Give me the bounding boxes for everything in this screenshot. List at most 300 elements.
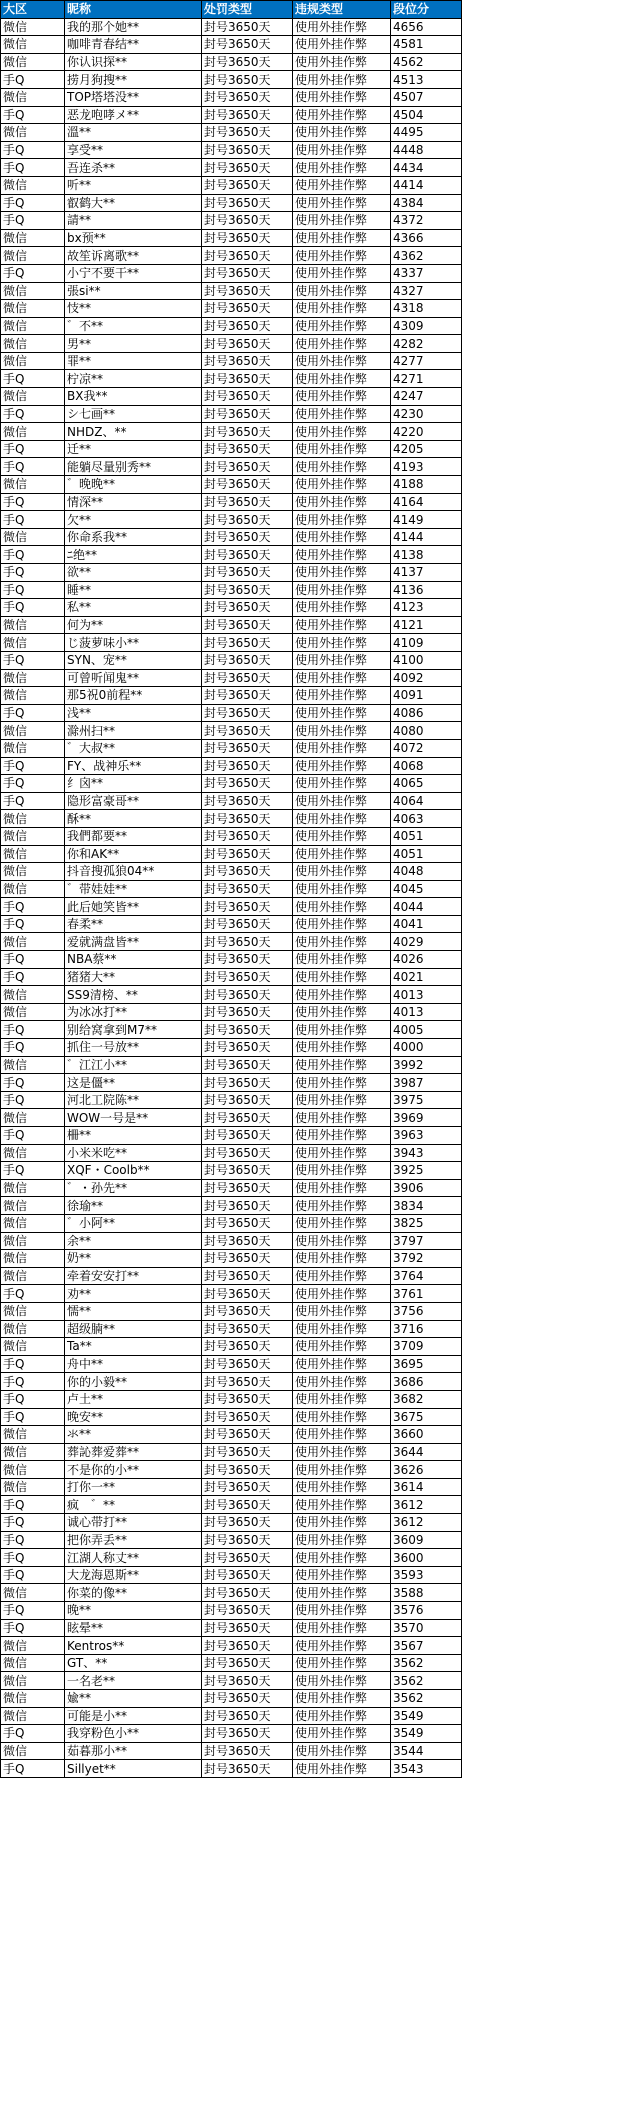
table-row: [1, 282, 462, 300]
cell-penalty: 封号3650天: [202, 581, 293, 599]
cell-penalty: 封号3650天: [202, 1443, 293, 1461]
table-row: [1, 792, 462, 810]
cell-penalty: 封号3650天: [202, 634, 293, 652]
cell-nickname: 大龙海恩斯**: [65, 1566, 202, 1584]
cell-rank-score: 4372: [391, 212, 462, 230]
table-row: [1, 775, 462, 793]
cell-region: 手Q: [1, 792, 65, 810]
cell-penalty: 封号3650天: [202, 335, 293, 353]
cell-rank-score: 4123: [391, 599, 462, 617]
table-row: [1, 845, 462, 863]
cell-penalty: 封号3650天: [202, 300, 293, 318]
cell-violation: 使用外挂作弊: [293, 616, 391, 634]
table-row: [1, 1390, 462, 1408]
cell-violation: 使用外挂作弊: [293, 1725, 391, 1743]
cell-rank-score: 4337: [391, 264, 462, 282]
cell-nickname: 诚心带打**: [65, 1514, 202, 1532]
table-row: [1, 1496, 462, 1514]
cell-nickname: 徐瑜**: [65, 1197, 202, 1215]
table-row: [1, 300, 462, 318]
cell-penalty: 封号3650天: [202, 1338, 293, 1356]
cell-nickname: 你的小毅**: [65, 1373, 202, 1391]
cell-rank-score: 4513: [391, 71, 462, 89]
cell-violation: 使用外挂作弊: [293, 1144, 391, 1162]
table-row: [1, 1232, 462, 1250]
cell-penalty: 封号3650天: [202, 405, 293, 423]
cell-nickname: 浅**: [65, 704, 202, 722]
cell-rank-score: 3992: [391, 1056, 462, 1074]
cell-rank-score: 3969: [391, 1109, 462, 1127]
cell-region: 微信: [1, 1179, 65, 1197]
cell-region: 手Q: [1, 440, 65, 458]
cell-region: 微信: [1, 124, 65, 142]
cell-violation: 使用外挂作弊: [293, 1162, 391, 1180]
cell-penalty: 封号3650天: [202, 159, 293, 177]
cell-region: 微信: [1, 352, 65, 370]
cell-rank-score: 3792: [391, 1250, 462, 1268]
cell-penalty: 封号3650天: [202, 1285, 293, 1303]
cell-rank-score: 4068: [391, 757, 462, 775]
cell-rank-score: 4005: [391, 1021, 462, 1039]
table-row: [1, 1144, 462, 1162]
cell-rank-score: 4164: [391, 493, 462, 511]
cell-violation: 使用外挂作弊: [293, 757, 391, 775]
cell-nickname: 此后她笑皆**: [65, 898, 202, 916]
cell-rank-score: 4309: [391, 317, 462, 335]
cell-penalty: 封号3650天: [202, 1760, 293, 1778]
cell-region: 微信: [1, 528, 65, 546]
cell-violation: 使用外挂作弊: [293, 1197, 391, 1215]
cell-penalty: 封号3650天: [202, 1549, 293, 1567]
table-row: [1, 194, 462, 212]
cell-penalty: 封号3650天: [202, 264, 293, 282]
cell-violation: 使用外挂作弊: [293, 212, 391, 230]
cell-rank-score: 4282: [391, 335, 462, 353]
cell-penalty: 封号3650天: [202, 1144, 293, 1162]
cell-nickname: 捞月狗搜**: [65, 71, 202, 89]
cell-nickname: 晚**: [65, 1602, 202, 1620]
cell-region: 手Q: [1, 511, 65, 529]
cell-penalty: 封号3650天: [202, 229, 293, 247]
cell-nickname: 听**: [65, 176, 202, 194]
cell-rank-score: 3549: [391, 1707, 462, 1725]
cell-penalty: 封号3650天: [202, 1214, 293, 1232]
cell-violation: 使用外挂作弊: [293, 1742, 391, 1760]
cell-penalty: 封号3650天: [202, 71, 293, 89]
cell-region: 微信: [1, 1197, 65, 1215]
cell-violation: 使用外挂作弊: [293, 1285, 391, 1303]
cell-nickname: 抖音搜孤狼04**: [65, 863, 202, 881]
cell-penalty: 封号3650天: [202, 1426, 293, 1444]
cell-nickname: 河北工院陈**: [65, 1091, 202, 1109]
cell-violation: 使用外挂作弊: [293, 1320, 391, 1338]
cell-rank-score: 3963: [391, 1127, 462, 1145]
cell-region: 微信: [1, 1654, 65, 1672]
cell-penalty: 封号3650天: [202, 1514, 293, 1532]
cell-rank-score: 3593: [391, 1566, 462, 1584]
cell-violation: 使用外挂作弊: [293, 810, 391, 828]
cell-violation: 使用外挂作弊: [293, 352, 391, 370]
table-row: [1, 915, 462, 933]
cell-violation: 使用外挂作弊: [293, 933, 391, 951]
cell-region: 微信: [1, 669, 65, 687]
cell-violation: 使用外挂作弊: [293, 423, 391, 441]
cell-penalty: 封号3650天: [202, 317, 293, 335]
cell-nickname: 酥**: [65, 810, 202, 828]
table-row: [1, 898, 462, 916]
cell-violation: 使用外挂作弊: [293, 1109, 391, 1127]
table-row: [1, 88, 462, 106]
cell-region: 手Q: [1, 951, 65, 969]
cell-violation: 使用外挂作弊: [293, 493, 391, 511]
cell-violation: 使用外挂作弊: [293, 1654, 391, 1672]
cell-nickname: 何为**: [65, 616, 202, 634]
cell-rank-score: 4136: [391, 581, 462, 599]
cell-penalty: 封号3650天: [202, 599, 293, 617]
cell-nickname: 抓住一号放**: [65, 1039, 202, 1057]
cell-region: 手Q: [1, 1127, 65, 1145]
cell-violation: 使用外挂作弊: [293, 1355, 391, 1373]
cell-region: 手Q: [1, 599, 65, 617]
cell-rank-score: 4188: [391, 476, 462, 494]
cell-region: 微信: [1, 1056, 65, 1074]
table-row: [1, 1654, 462, 1672]
cell-nickname: ゛带娃娃**: [65, 880, 202, 898]
cell-region: 手Q: [1, 370, 65, 388]
cell-penalty: 封号3650天: [202, 1602, 293, 1620]
cell-region: 手Q: [1, 564, 65, 582]
cell-penalty: 封号3650天: [202, 669, 293, 687]
cell-region: 微信: [1, 229, 65, 247]
cell-violation: 使用外挂作弊: [293, 1637, 391, 1655]
cell-region: 微信: [1, 1707, 65, 1725]
cell-rank-score: 3600: [391, 1549, 462, 1567]
table-row: [1, 1197, 462, 1215]
cell-rank-score: 3612: [391, 1514, 462, 1532]
table-row: [1, 106, 462, 124]
header-row: [1, 1, 462, 19]
table-row: [1, 176, 462, 194]
cell-violation: 使用外挂作弊: [293, 792, 391, 810]
cell-nickname: 氺**: [65, 1426, 202, 1444]
cell-nickname: Kentros**: [65, 1637, 202, 1655]
cell-rank-score: 4271: [391, 370, 462, 388]
cell-nickname: 私**: [65, 599, 202, 617]
cell-region: 微信: [1, 18, 65, 36]
cell-rank-score: 3695: [391, 1355, 462, 1373]
cell-violation: 使用外挂作弊: [293, 968, 391, 986]
table-row: [1, 651, 462, 669]
cell-penalty: 封号3650天: [202, 176, 293, 194]
cell-nickname: 纟囟**: [65, 775, 202, 793]
cell-rank-score: 4021: [391, 968, 462, 986]
cell-nickname: 恶龙咆哮メ**: [65, 106, 202, 124]
cell-nickname: 你和AK**: [65, 845, 202, 863]
cell-nickname: 你菜的像**: [65, 1584, 202, 1602]
cell-nickname: Sillyet**: [65, 1760, 202, 1778]
cell-region: 微信: [1, 1637, 65, 1655]
table-row: [1, 1373, 462, 1391]
cell-violation: 使用外挂作弊: [293, 1707, 391, 1725]
cell-penalty: 封号3650天: [202, 1496, 293, 1514]
table-row: [1, 933, 462, 951]
cell-region: 手Q: [1, 581, 65, 599]
table-row: [1, 1320, 462, 1338]
table-row: [1, 1250, 462, 1268]
cell-rank-score: 4051: [391, 845, 462, 863]
cell-violation: 使用外挂作弊: [293, 1531, 391, 1549]
cell-rank-score: 3716: [391, 1320, 462, 1338]
cell-region: 手Q: [1, 898, 65, 916]
cell-region: 手Q: [1, 194, 65, 212]
cell-violation: 使用外挂作弊: [293, 845, 391, 863]
cell-region: 微信: [1, 176, 65, 194]
table-row: [1, 704, 462, 722]
cell-penalty: 封号3650天: [202, 775, 293, 793]
table-row: [1, 1619, 462, 1637]
cell-violation: 使用外挂作弊: [293, 53, 391, 71]
cell-nickname: 溫**: [65, 124, 202, 142]
table-row: [1, 986, 462, 1004]
cell-penalty: 封号3650天: [202, 388, 293, 406]
table-row: [1, 71, 462, 89]
cell-penalty: 封号3650天: [202, 1127, 293, 1145]
cell-rank-score: 4362: [391, 247, 462, 265]
table-row: [1, 546, 462, 564]
cell-nickname: 江湖人称丈**: [65, 1549, 202, 1567]
table-row: [1, 1285, 462, 1303]
cell-nickname: 把你弄丢**: [65, 1531, 202, 1549]
cell-violation: 使用外挂作弊: [293, 739, 391, 757]
table-row: [1, 141, 462, 159]
table-row: [1, 1267, 462, 1285]
cell-penalty: 封号3650天: [202, 1566, 293, 1584]
table-row: [1, 1549, 462, 1567]
cell-violation: 使用外挂作弊: [293, 264, 391, 282]
cell-violation: 使用外挂作弊: [293, 229, 391, 247]
cell-penalty: 封号3650天: [202, 1390, 293, 1408]
cell-penalty: 封号3650天: [202, 511, 293, 529]
cell-region: 微信: [1, 36, 65, 54]
cell-region: 微信: [1, 1461, 65, 1479]
table-row: [1, 739, 462, 757]
cell-penalty: 封号3650天: [202, 1250, 293, 1268]
cell-penalty: 封号3650天: [202, 247, 293, 265]
cell-violation: 使用外挂作弊: [293, 1232, 391, 1250]
cell-nickname: 滁州扫**: [65, 722, 202, 740]
table-row: [1, 1760, 462, 1778]
cell-rank-score: 3588: [391, 1584, 462, 1602]
cell-region: 手Q: [1, 915, 65, 933]
header-region: 大区: [1, 1, 65, 19]
table-row: [1, 212, 462, 230]
cell-violation: 使用外挂作弊: [293, 1127, 391, 1145]
cell-nickname: 疯 ゛**: [65, 1496, 202, 1514]
cell-region: 微信: [1, 1478, 65, 1496]
cell-nickname: 隐形富豪哥**: [65, 792, 202, 810]
cell-rank-score: 4137: [391, 564, 462, 582]
cell-nickname: 超级腩**: [65, 1320, 202, 1338]
cell-rank-score: 4013: [391, 986, 462, 1004]
cell-rank-score: 3543: [391, 1760, 462, 1778]
cell-penalty: 封号3650天: [202, 1707, 293, 1725]
table-row: [1, 370, 462, 388]
header-penalty: 处罚类型: [202, 1, 293, 19]
cell-rank-score: 4656: [391, 18, 462, 36]
table-row: [1, 1302, 462, 1320]
cell-violation: 使用外挂作弊: [293, 880, 391, 898]
cell-violation: 使用外挂作弊: [293, 1672, 391, 1690]
cell-region: 微信: [1, 634, 65, 652]
cell-penalty: 封号3650天: [202, 1725, 293, 1743]
cell-violation: 使用外挂作弊: [293, 1496, 391, 1514]
table-row: [1, 616, 462, 634]
cell-violation: 使用外挂作弊: [293, 405, 391, 423]
cell-violation: 使用外挂作弊: [293, 951, 391, 969]
cell-nickname: FY、战神乐**: [65, 757, 202, 775]
cell-nickname: 你命系我**: [65, 528, 202, 546]
cell-rank-score: 3825: [391, 1214, 462, 1232]
cell-rank-score: 3797: [391, 1232, 462, 1250]
table-row: [1, 1338, 462, 1356]
cell-rank-score: 3975: [391, 1091, 462, 1109]
cell-nickname: 睡**: [65, 581, 202, 599]
cell-nickname: ゛・孙先**: [65, 1179, 202, 1197]
cell-penalty: 封号3650天: [202, 564, 293, 582]
cell-violation: 使用外挂作弊: [293, 1056, 391, 1074]
cell-rank-score: 4414: [391, 176, 462, 194]
cell-penalty: 封号3650天: [202, 1619, 293, 1637]
cell-nickname: 你认识探**: [65, 53, 202, 71]
cell-nickname: 奶**: [65, 1250, 202, 1268]
table-row: [1, 1514, 462, 1532]
cell-rank-score: 3626: [391, 1461, 462, 1479]
cell-region: 手Q: [1, 968, 65, 986]
cell-violation: 使用外挂作弊: [293, 511, 391, 529]
cell-violation: 使用外挂作弊: [293, 1426, 391, 1444]
table-row: [1, 1566, 462, 1584]
cell-region: 手Q: [1, 264, 65, 282]
cell-region: 微信: [1, 722, 65, 740]
cell-penalty: 封号3650天: [202, 440, 293, 458]
cell-nickname: 婾**: [65, 1690, 202, 1708]
cell-penalty: 封号3650天: [202, 458, 293, 476]
cell-penalty: 封号3650天: [202, 1232, 293, 1250]
cell-violation: 使用外挂作弊: [293, 141, 391, 159]
cell-penalty: 封号3650天: [202, 1584, 293, 1602]
cell-region: 手Q: [1, 159, 65, 177]
cell-region: 手Q: [1, 1091, 65, 1109]
cell-penalty: 封号3650天: [202, 1162, 293, 1180]
cell-rank-score: 4144: [391, 528, 462, 546]
cell-violation: 使用外挂作弊: [293, 915, 391, 933]
cell-nickname: 晚安**: [65, 1408, 202, 1426]
cell-penalty: 封号3650天: [202, 423, 293, 441]
cell-violation: 使用外挂作弊: [293, 335, 391, 353]
cell-penalty: 封号3650天: [202, 651, 293, 669]
cell-region: 微信: [1, 1742, 65, 1760]
cell-region: 微信: [1, 616, 65, 634]
cell-rank-score: 3675: [391, 1408, 462, 1426]
cell-rank-score: 4230: [391, 405, 462, 423]
cell-region: 手Q: [1, 1602, 65, 1620]
cell-region: 微信: [1, 880, 65, 898]
cell-rank-score: 3612: [391, 1496, 462, 1514]
cell-nickname: ﾆ绝**: [65, 546, 202, 564]
table-row: [1, 1091, 462, 1109]
cell-penalty: 封号3650天: [202, 1074, 293, 1092]
cell-penalty: 封号3650天: [202, 1039, 293, 1057]
cell-rank-score: 3576: [391, 1602, 462, 1620]
cell-penalty: 封号3650天: [202, 687, 293, 705]
cell-violation: 使用外挂作弊: [293, 564, 391, 582]
cell-violation: 使用外挂作弊: [293, 247, 391, 265]
cell-rank-score: 3686: [391, 1373, 462, 1391]
cell-nickname: 情深**: [65, 493, 202, 511]
cell-violation: 使用外挂作弊: [293, 440, 391, 458]
table-row: [1, 317, 462, 335]
cell-violation: 使用外挂作弊: [293, 370, 391, 388]
cell-violation: 使用外挂作弊: [293, 317, 391, 335]
cell-penalty: 封号3650天: [202, 88, 293, 106]
cell-region: 手Q: [1, 1162, 65, 1180]
cell-rank-score: 4109: [391, 634, 462, 652]
cell-violation: 使用外挂作弊: [293, 282, 391, 300]
cell-region: 微信: [1, 1214, 65, 1232]
cell-region: 微信: [1, 282, 65, 300]
cell-rank-score: 3562: [391, 1672, 462, 1690]
cell-nickname: 可曾听闻鬼**: [65, 669, 202, 687]
cell-region: 手Q: [1, 212, 65, 230]
cell-rank-score: 3562: [391, 1690, 462, 1708]
cell-rank-score: 4044: [391, 898, 462, 916]
cell-penalty: 封号3650天: [202, 863, 293, 881]
cell-nickname: 猪猪大**: [65, 968, 202, 986]
cell-nickname: 小宁不要干**: [65, 264, 202, 282]
cell-rank-score: 3614: [391, 1478, 462, 1496]
cell-violation: 使用外挂作弊: [293, 1074, 391, 1092]
cell-nickname: 春柔**: [65, 915, 202, 933]
cell-violation: 使用外挂作弊: [293, 599, 391, 617]
cell-region: 手Q: [1, 775, 65, 793]
table-row: [1, 1355, 462, 1373]
cell-violation: 使用外挂作弊: [293, 634, 391, 652]
cell-violation: 使用外挂作弊: [293, 71, 391, 89]
cell-nickname: 我穿粉色小**: [65, 1725, 202, 1743]
cell-nickname: 迁**: [65, 440, 202, 458]
cell-rank-score: 4091: [391, 687, 462, 705]
cell-region: 微信: [1, 1003, 65, 1021]
cell-nickname: WOW一号是**: [65, 1109, 202, 1127]
cell-region: 手Q: [1, 1021, 65, 1039]
cell-rank-score: 4495: [391, 124, 462, 142]
cell-violation: 使用外挂作弊: [293, 687, 391, 705]
cell-nickname: BX我**: [65, 388, 202, 406]
cell-violation: 使用外挂作弊: [293, 669, 391, 687]
cell-region: 微信: [1, 1144, 65, 1162]
table-row: [1, 669, 462, 687]
cell-penalty: 封号3650天: [202, 951, 293, 969]
table-row: [1, 581, 462, 599]
cell-rank-score: 4366: [391, 229, 462, 247]
cell-rank-score: 3660: [391, 1426, 462, 1444]
table-row: [1, 1109, 462, 1127]
table-row: [1, 335, 462, 353]
cell-penalty: 封号3650天: [202, 1531, 293, 1549]
cell-region: 微信: [1, 845, 65, 863]
cell-region: 微信: [1, 423, 65, 441]
cell-region: 手Q: [1, 458, 65, 476]
